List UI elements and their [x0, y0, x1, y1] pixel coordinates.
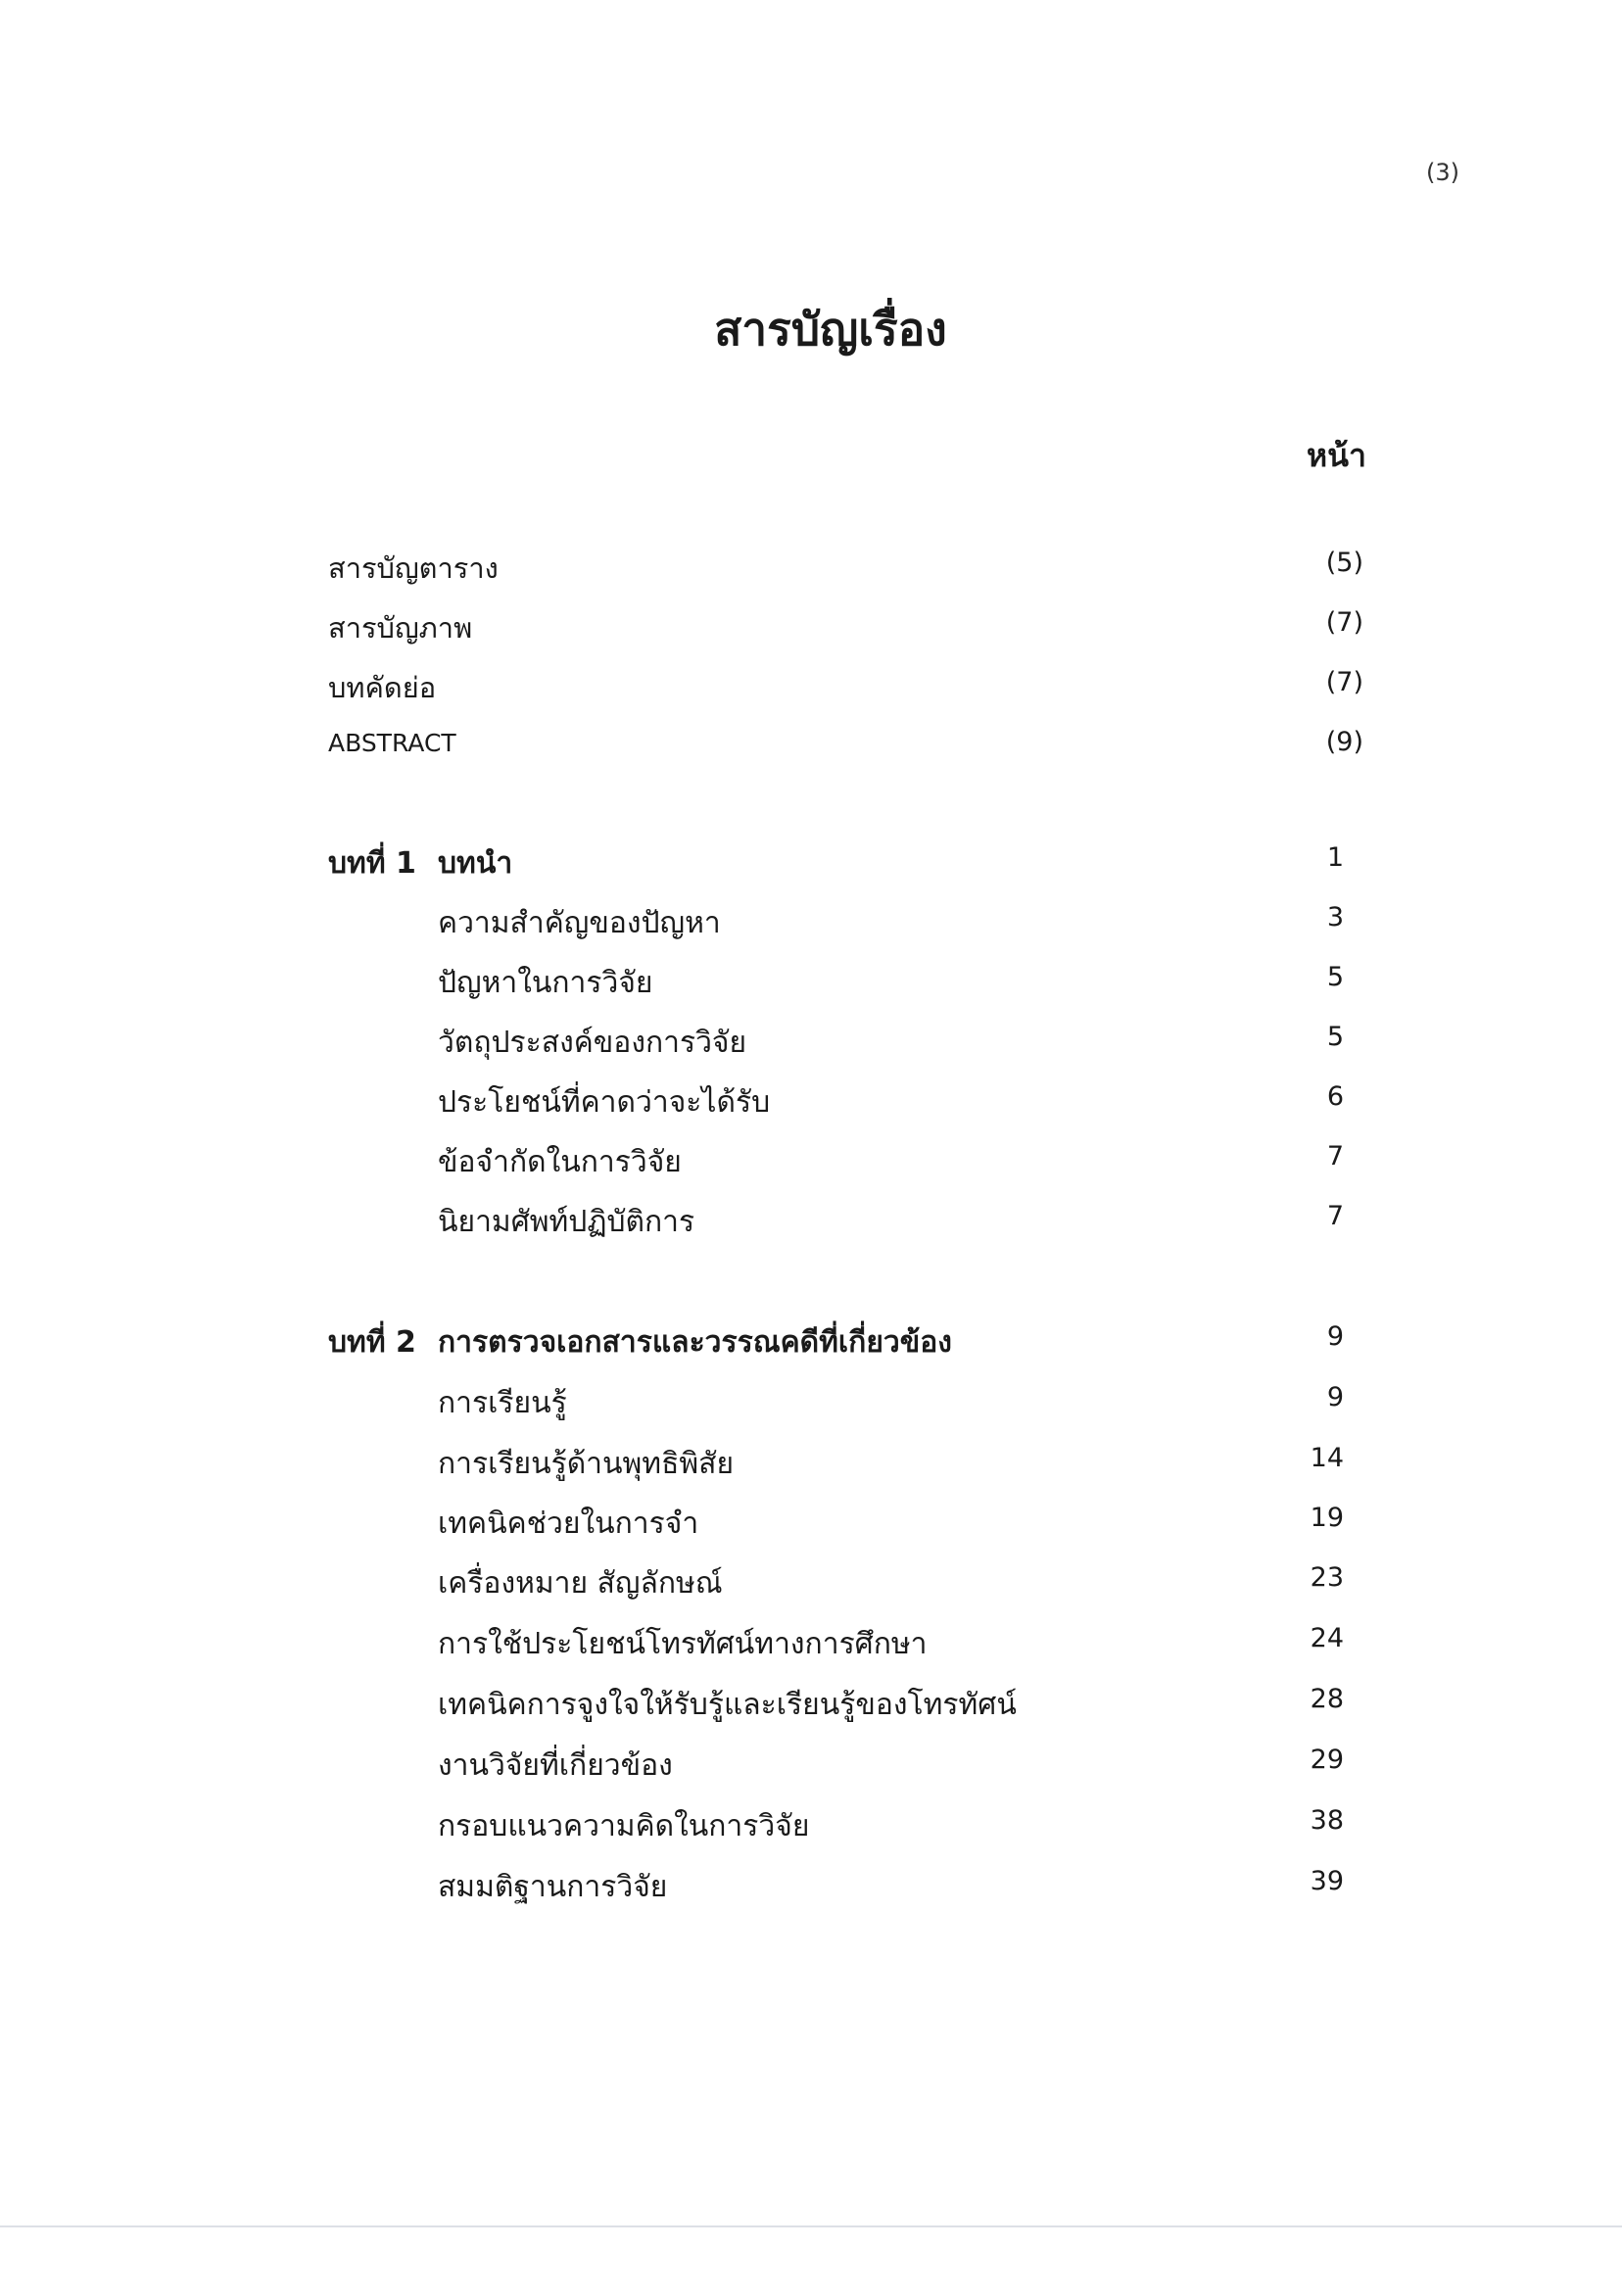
toc-section-entry[interactable]	[0, 900, 1622, 949]
toc-entry-label: งานวิจัยที่เกี่ยวข้อง	[438, 1748, 673, 1783]
toc-entry-page: 7	[1326, 1201, 1344, 1231]
toc-entry-page: 38	[1310, 1805, 1344, 1836]
toc-entry-label: ประโยชน์ที่คาดว่าจะได้รับ	[438, 1085, 771, 1120]
chapter-title: การตรวจเอกสารและวรรณคดีที่เกี่ยวข้อง	[438, 1325, 952, 1360]
toc-entry-page: 23	[1310, 1562, 1344, 1593]
toc-section-entry[interactable]	[0, 1079, 1622, 1128]
toc-entry-label: เทคนิคช่วยในการจำ	[438, 1507, 699, 1541]
toc-section-entry[interactable]	[0, 1020, 1622, 1069]
page-title: สารบัญเรื่อง	[714, 303, 947, 356]
toc-entry-page: 24	[1310, 1623, 1344, 1653]
toc-entry-page: (9)	[1325, 727, 1363, 757]
toc-entry-label: สารบัญภาพ	[328, 611, 473, 645]
toc-entry-label: การใช้ประโยชน์โทรทัศน์ทางการศึกษา	[438, 1627, 928, 1661]
toc-entry-page: 39	[1310, 1866, 1344, 1896]
toc-entry-abstract[interactable]	[0, 725, 1622, 774]
toc-entry-page: (7)	[1325, 667, 1363, 697]
toc-entry-page: 28	[1310, 1684, 1344, 1714]
toc-entry-page: 6	[1326, 1081, 1344, 1112]
toc-entry-page: 9	[1326, 1382, 1344, 1412]
toc-section-entry[interactable]	[0, 1501, 1622, 1550]
scan-edge-line	[0, 2225, 1622, 2227]
toc-entry-label: การเรียนรู้	[438, 1386, 567, 1420]
toc-entry-label: สมมติฐานการวิจัย	[438, 1870, 668, 1904]
toc-entry-label: กรอบแนวความคิดในการวิจัย	[438, 1809, 810, 1843]
toc-section-entry[interactable]	[0, 1682, 1622, 1731]
toc-entry-page: 1	[1326, 842, 1344, 873]
toc-entry-page: 14	[1310, 1443, 1344, 1473]
toc-entry-label: เครื่องหมาย สัญลักษณ์	[438, 1566, 723, 1601]
toc-chapter-1[interactable]	[0, 840, 1622, 889]
toc-section-entry[interactable]	[0, 1864, 1622, 1913]
toc-entry-label: การเรียนรู้ด้านพุทธิพิสัย	[438, 1447, 735, 1481]
toc-entry-label: ข้อจำกัดในการวิจัย	[438, 1145, 682, 1179]
toc-section-entry[interactable]	[0, 1621, 1622, 1670]
toc-entry-label: ปัญหาในการวิจัย	[438, 966, 653, 1000]
toc-entry-label: บทคัดย่อ	[328, 671, 437, 704]
toc-entry-list-of-tables[interactable]	[0, 546, 1622, 595]
toc-entry-label: เทคนิคการจูงใจให้รับรู้และเรียนรู้ของโทรทัศน์	[438, 1688, 1017, 1722]
toc-entry-page: 29	[1310, 1745, 1344, 1775]
toc-section-entry[interactable]	[0, 1139, 1622, 1188]
toc-section-entry[interactable]	[0, 1380, 1622, 1429]
toc-section-entry[interactable]	[0, 1743, 1622, 1792]
toc-chapter-2[interactable]	[0, 1319, 1622, 1368]
toc-entry-page: 5	[1326, 962, 1344, 992]
toc-section-entry[interactable]	[0, 1803, 1622, 1852]
chapter-number: บทที่ 1	[328, 846, 416, 881]
chapter-number: บทที่ 2	[328, 1325, 416, 1360]
toc-entry-page: 7	[1326, 1141, 1344, 1172]
toc-entry-label: วัตถุประสงค์ของการวิจัย	[438, 1026, 747, 1060]
page-number: (3)	[1426, 159, 1459, 186]
toc-section-entry[interactable]	[0, 1560, 1622, 1609]
toc-entry-label: ABSTRACT	[328, 729, 456, 757]
toc-entry-thai-abstract[interactable]	[0, 665, 1622, 714]
toc-entry-page: 3	[1326, 902, 1344, 933]
page-column-header: หน้า	[1307, 437, 1366, 474]
toc-entry-page: 5	[1326, 1022, 1344, 1052]
toc-section-entry[interactable]	[0, 960, 1622, 1009]
toc-section-entry[interactable]	[0, 1199, 1622, 1248]
toc-entry-page: 19	[1310, 1503, 1344, 1533]
toc-section-entry[interactable]	[0, 1441, 1622, 1490]
toc-entry-label: สารบัญตาราง	[328, 551, 499, 585]
toc-entry-label: นิยามศัพท์ปฏิบัติการ	[438, 1205, 695, 1239]
chapter-title: บทนำ	[438, 846, 513, 881]
toc-entry-list-of-figures[interactable]	[0, 605, 1622, 654]
toc-entry-page: (5)	[1325, 548, 1363, 578]
toc-entry-page: 9	[1326, 1321, 1344, 1352]
toc-entry-page: (7)	[1325, 607, 1363, 638]
toc-entry-label: ความสำคัญของปัญหา	[438, 906, 721, 940]
